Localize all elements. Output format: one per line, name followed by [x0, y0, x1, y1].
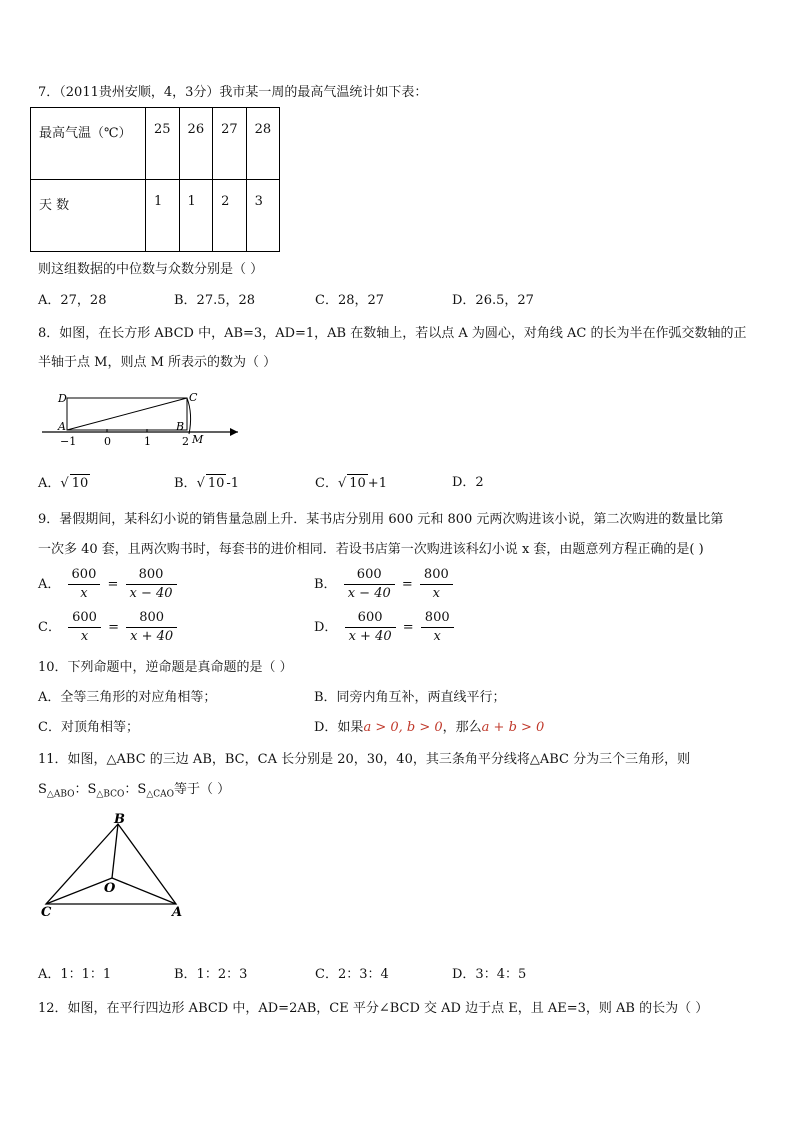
tick-label: 0 — [104, 435, 111, 448]
q10-option-b: B．同旁内角互补，两直线平行； — [314, 690, 506, 705]
label-m: M — [192, 433, 204, 446]
conclusion: a + b > 0 — [481, 720, 545, 735]
label-c: C — [189, 391, 198, 404]
q8-number-line-figure — [38, 388, 248, 450]
q7-days-cell: 3 — [246, 180, 280, 252]
fraction: $\frac{600}{x}$ — [68, 609, 101, 646]
fraction: $\frac{800}{x}$ — [421, 609, 454, 646]
q7-option-c: C．28，27 — [315, 293, 385, 308]
q8-option-d: D．2 — [452, 475, 484, 490]
q8-option-a: A．√ 10 — [38, 476, 89, 491]
bisector-co — [46, 878, 112, 904]
q7-stem: 7．（2011贵州安顺，4，3分）我市某一周的最高气温统计如下表： — [38, 85, 428, 100]
q9-option-c: C． $\frac{600}{x}$ = $\frac{800}{x + 40}$ — [38, 609, 180, 646]
sqrt-10: 10 — [349, 476, 366, 491]
q7-temp-cell: 25 — [146, 108, 180, 180]
label-b: B — [114, 812, 125, 827]
option-suffix: -1 — [226, 476, 240, 491]
q10-option-d: D．如果a > 0, b > 0，那么a + b > 0 — [314, 720, 545, 735]
q7-days-cell: 1 — [146, 180, 180, 252]
option-letter: B． — [174, 476, 197, 491]
q11-stem-line2: $S_{\triangle ABO}$：$S_{\triangle BCO}$：$S_{\triangle CAO}$等于（ ） — [38, 782, 231, 800]
q12-stem: 12．如图，在平行四边形 ABCD 中，AD=2AB，CE 平分∠BCD 交 AD 边于点 E，且 AE=3，则 AB 的长为（ ） — [38, 1001, 709, 1016]
q10-stem: 10．下列命题中，逆命题是真命题的是（ ） — [38, 660, 293, 675]
q8-stem-line2: 半轴于点 M，则点 M 所表示的数为（ ） — [38, 355, 277, 370]
q7-temperature-table — [30, 107, 280, 252]
q11-option-b: B．1：2：3 — [174, 967, 248, 982]
option-letter: D． — [314, 620, 338, 635]
q11-triangle-figure — [38, 808, 193, 920]
option-letter: C． — [38, 620, 61, 635]
fraction: $\frac{800}{x}$ — [420, 566, 453, 603]
q11-option-a: A．1：1：1 — [38, 967, 112, 982]
label-o: O — [104, 881, 116, 896]
q7-days-cell: 2 — [213, 180, 247, 252]
fraction: $\frac{800}{x + 40}$ — [126, 609, 177, 646]
label-a: A — [172, 905, 183, 920]
option-letter: A． — [38, 577, 61, 592]
q9-option-a: A． $\frac{600}{x}$ = $\frac{800}{x - 40}$ — [38, 566, 180, 603]
diagonal-ac — [67, 398, 187, 430]
q7-question: 则这组数据的中位数与众数分别是（ ） — [38, 262, 264, 277]
label-b: B — [176, 420, 185, 433]
q10-option-a: A．全等三角形的对应角相等； — [38, 690, 217, 705]
q10-option-c: C．对顶角相等； — [38, 720, 139, 735]
fraction: $\frac{800}{x - 40}$ — [126, 566, 177, 603]
sqrt-10: 10 — [207, 476, 225, 491]
q9-option-b: B． $\frac{600}{x - 40}$ = $\frac{800}{x}$ — [314, 566, 456, 603]
bisector-bo — [112, 824, 118, 878]
fraction: $\frac{600}{x}$ — [68, 566, 101, 603]
q8-option-b: B．√ 10 -1 — [174, 476, 240, 491]
q7-option-b: B．27.5，28 — [174, 293, 256, 308]
q7-row1-label: 最高气温（℃） — [31, 108, 146, 180]
q7-temp-cell: 28 — [246, 108, 280, 180]
q11-option-c: C．2：3：4 — [315, 967, 389, 982]
label-a: A — [58, 420, 66, 433]
tick-label: 2 — [182, 435, 189, 448]
q9-stem-line1: 9．暑假期间，某科幻小说的销售量急剧上升．某书店分别用 600 元和 800 元两次购进该小说，第二次购进的数量比第 — [38, 512, 724, 527]
q7-option-d: D．26.5，27 — [452, 293, 534, 308]
q7-option-a: A．27，28 — [38, 293, 107, 308]
label-d: D — [58, 392, 67, 405]
q11-option-d: D．3：4：5 — [452, 967, 527, 982]
sqrt-10: 10 — [71, 476, 89, 491]
q8-option-c: C．√ 10 +1 — [315, 476, 387, 491]
tick-label: 1 — [144, 435, 151, 448]
q8-stem-line1: 8．如图，在长方形 ABCD 中，AB=3，AD=1，AB 在数轴上，若以点 A 为圆心，对角线 AC 的长为半在作弧交数轴的正 — [38, 326, 747, 341]
label-c: C — [41, 905, 52, 920]
option-letter: B． — [314, 577, 337, 592]
tick-label: −1 — [60, 435, 77, 448]
q9-option-d: D． $\frac{600}{x + 40}$ = $\frac{800}{x}$ — [314, 609, 457, 646]
q11-stem-line1: 11．如图，△ABC 的三边 AB，BC，CA 长分别是 20，30，40，其三条角平分线将△ABC 分为三个三角形，则 — [38, 752, 691, 767]
option-letter: C． — [315, 476, 338, 491]
axis-arrow-icon — [230, 428, 238, 436]
option-suffix: +1 — [367, 476, 387, 491]
option-letter: A． — [38, 476, 61, 491]
q7-days-cell: 1 — [179, 180, 213, 252]
condition: a > 0, b > 0 — [363, 720, 443, 735]
q7-row2-label: 天 数 — [31, 180, 146, 252]
fraction: $\frac{600}{x + 40}$ — [345, 609, 396, 646]
q9-stem-line2: 一次多 40 套，且两次购书时，每套书的进价相同．若设书店第一次购进该科幻小说 x 套，由题意列方程正确的是( ) — [38, 542, 704, 557]
q7-temp-cell: 27 — [213, 108, 247, 180]
fraction: $\frac{600}{x - 40}$ — [344, 566, 395, 603]
q7-temp-cell: 26 — [179, 108, 213, 180]
